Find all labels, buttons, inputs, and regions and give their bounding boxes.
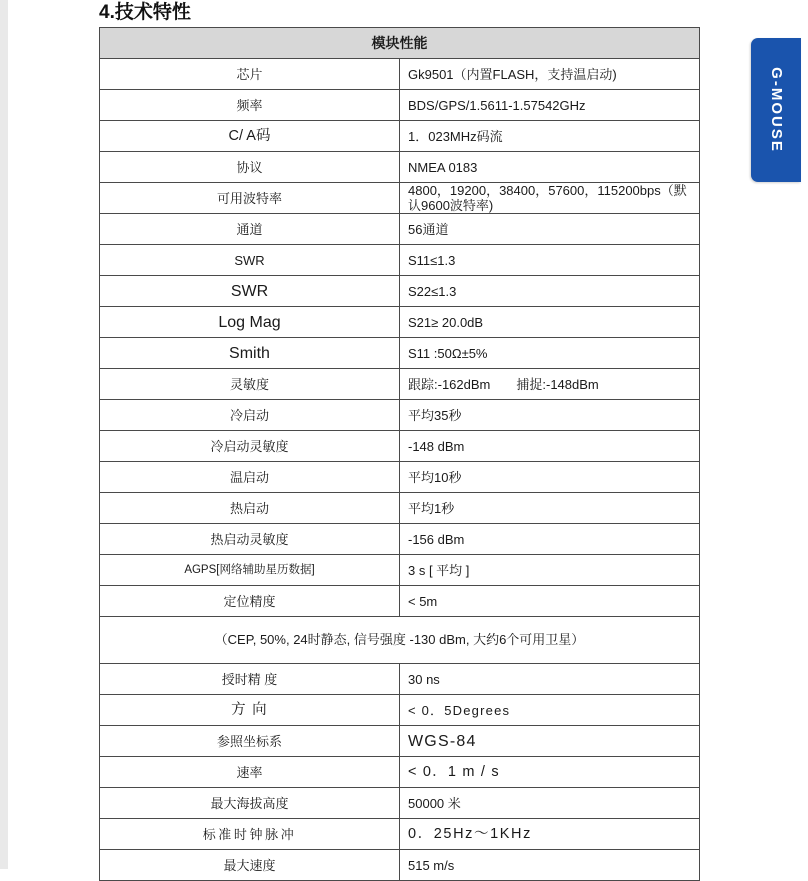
row-value-group: [400, 377, 699, 392]
table-row: [100, 338, 700, 369]
row-value: BDS/GPS/1.5611-1.57542GHz: [408, 97, 586, 113]
row-value: 50000 米: [408, 795, 461, 811]
row-value: 平均10秒: [408, 469, 462, 485]
row-label: Log Mag: [218, 313, 281, 331]
row-value: 0．25Hz～1KHz: [408, 825, 532, 842]
table-row: [100, 245, 700, 276]
row-value: < 0．5Degrees: [408, 702, 511, 718]
table-row-sensitivity: [100, 369, 700, 400]
table-header-cell: 模块性能: [100, 28, 700, 59]
row-value-tracking: 跟踪:-162dBm: [408, 376, 491, 392]
row-value: S22≤1.3: [408, 283, 457, 299]
row-label: 芯片: [236, 66, 263, 82]
row-label: C/ A码: [228, 127, 271, 144]
row-value: 平均35秒: [408, 407, 462, 423]
row-label: 冷启动: [229, 407, 269, 423]
row-value: 4800，19200，38400，57600，115200bps（默认9600波特率): [408, 183, 687, 213]
row-label: AGPS[网络辅助星历数据]: [184, 563, 315, 576]
row-value: < 5m: [408, 593, 438, 609]
row-label: 可用波特率: [216, 190, 282, 206]
row-label: 最大速度: [223, 857, 276, 873]
table-row: [100, 555, 700, 586]
table-row: [100, 586, 700, 617]
row-label: 授时精 度: [221, 671, 278, 687]
row-label: 协议: [236, 159, 263, 175]
module-performance-table: [99, 27, 700, 881]
row-label: Smith: [229, 344, 270, 362]
table-row: [100, 307, 700, 338]
row-value: 平均1秒: [408, 500, 455, 516]
row-value-acquisition: 捕捉:-148dBm: [516, 376, 599, 392]
table-row: [100, 431, 700, 462]
table-row: [100, 152, 700, 183]
table-row: [100, 400, 700, 431]
row-value: 56通道: [408, 221, 449, 237]
table-row: [100, 788, 700, 819]
table-row: [100, 664, 700, 695]
table-row: [100, 819, 700, 850]
row-value: 1．023MHz码流: [408, 128, 503, 144]
table-row: [100, 59, 700, 90]
table-row: [100, 524, 700, 555]
row-label: 定位精度: [223, 593, 276, 609]
row-label: 热启动灵敏度: [210, 531, 289, 547]
row-label: SWR: [230, 282, 269, 300]
row-label: 通道: [236, 221, 263, 237]
table-row: [100, 121, 700, 152]
row-label: 参照坐标系: [216, 733, 282, 749]
document-page: [8, 0, 808, 873]
table-row: [100, 695, 700, 726]
table-row: [100, 214, 700, 245]
row-label: 最大海拔高度: [210, 795, 289, 811]
row-value: S11 :50Ω±5%: [408, 345, 488, 361]
row-value: 515 m/s: [408, 857, 455, 873]
row-value: S21≥ 20.0dB: [408, 314, 484, 330]
table-row: [100, 493, 700, 524]
row-value: 3 s [ 平均 ]: [408, 562, 470, 578]
table-row: [100, 90, 700, 121]
row-label: 热启动: [229, 500, 269, 516]
row-label: SWR: [234, 252, 265, 268]
row-label: 标准时钟脉冲: [202, 826, 297, 842]
row-value: Gk9501（内置FLASH，支持温启动): [408, 66, 617, 82]
row-label: 速率: [236, 764, 263, 780]
row-value: WGS-84: [408, 732, 477, 750]
page-title: 4.技术特性: [99, 2, 191, 23]
table-row: [100, 183, 700, 214]
table-header-row: [100, 28, 700, 59]
row-label: 方 向: [231, 701, 268, 718]
table-row: [100, 276, 700, 307]
table-row: [100, 726, 700, 757]
table-row: [100, 757, 700, 788]
row-label: 频率: [236, 97, 263, 113]
row-label: 冷启动灵敏度: [210, 438, 289, 454]
row-value: -156 dBm: [408, 531, 465, 547]
row-value: NMEA 0183: [408, 159, 478, 175]
table-row: [100, 462, 700, 493]
row-label: 温启动: [229, 469, 269, 485]
table-row: [100, 850, 700, 881]
row-value: < 0．1 m / s: [408, 763, 500, 780]
merged-note-text: （CEP, 50%, 24时静态, 信号强度 -130 dBm, 大约6个可用卫星）: [214, 632, 585, 647]
row-value: 30 ns: [408, 671, 440, 687]
row-value: -148 dBm: [408, 438, 465, 454]
side-tab-g-mouse[interactable]: [751, 38, 801, 182]
row-value: S11≤1.3: [408, 252, 456, 268]
row-label: 灵敏度: [229, 376, 269, 392]
side-tab-label: G-MOUSE: [768, 67, 785, 153]
table-row-merged-note: [100, 617, 700, 664]
